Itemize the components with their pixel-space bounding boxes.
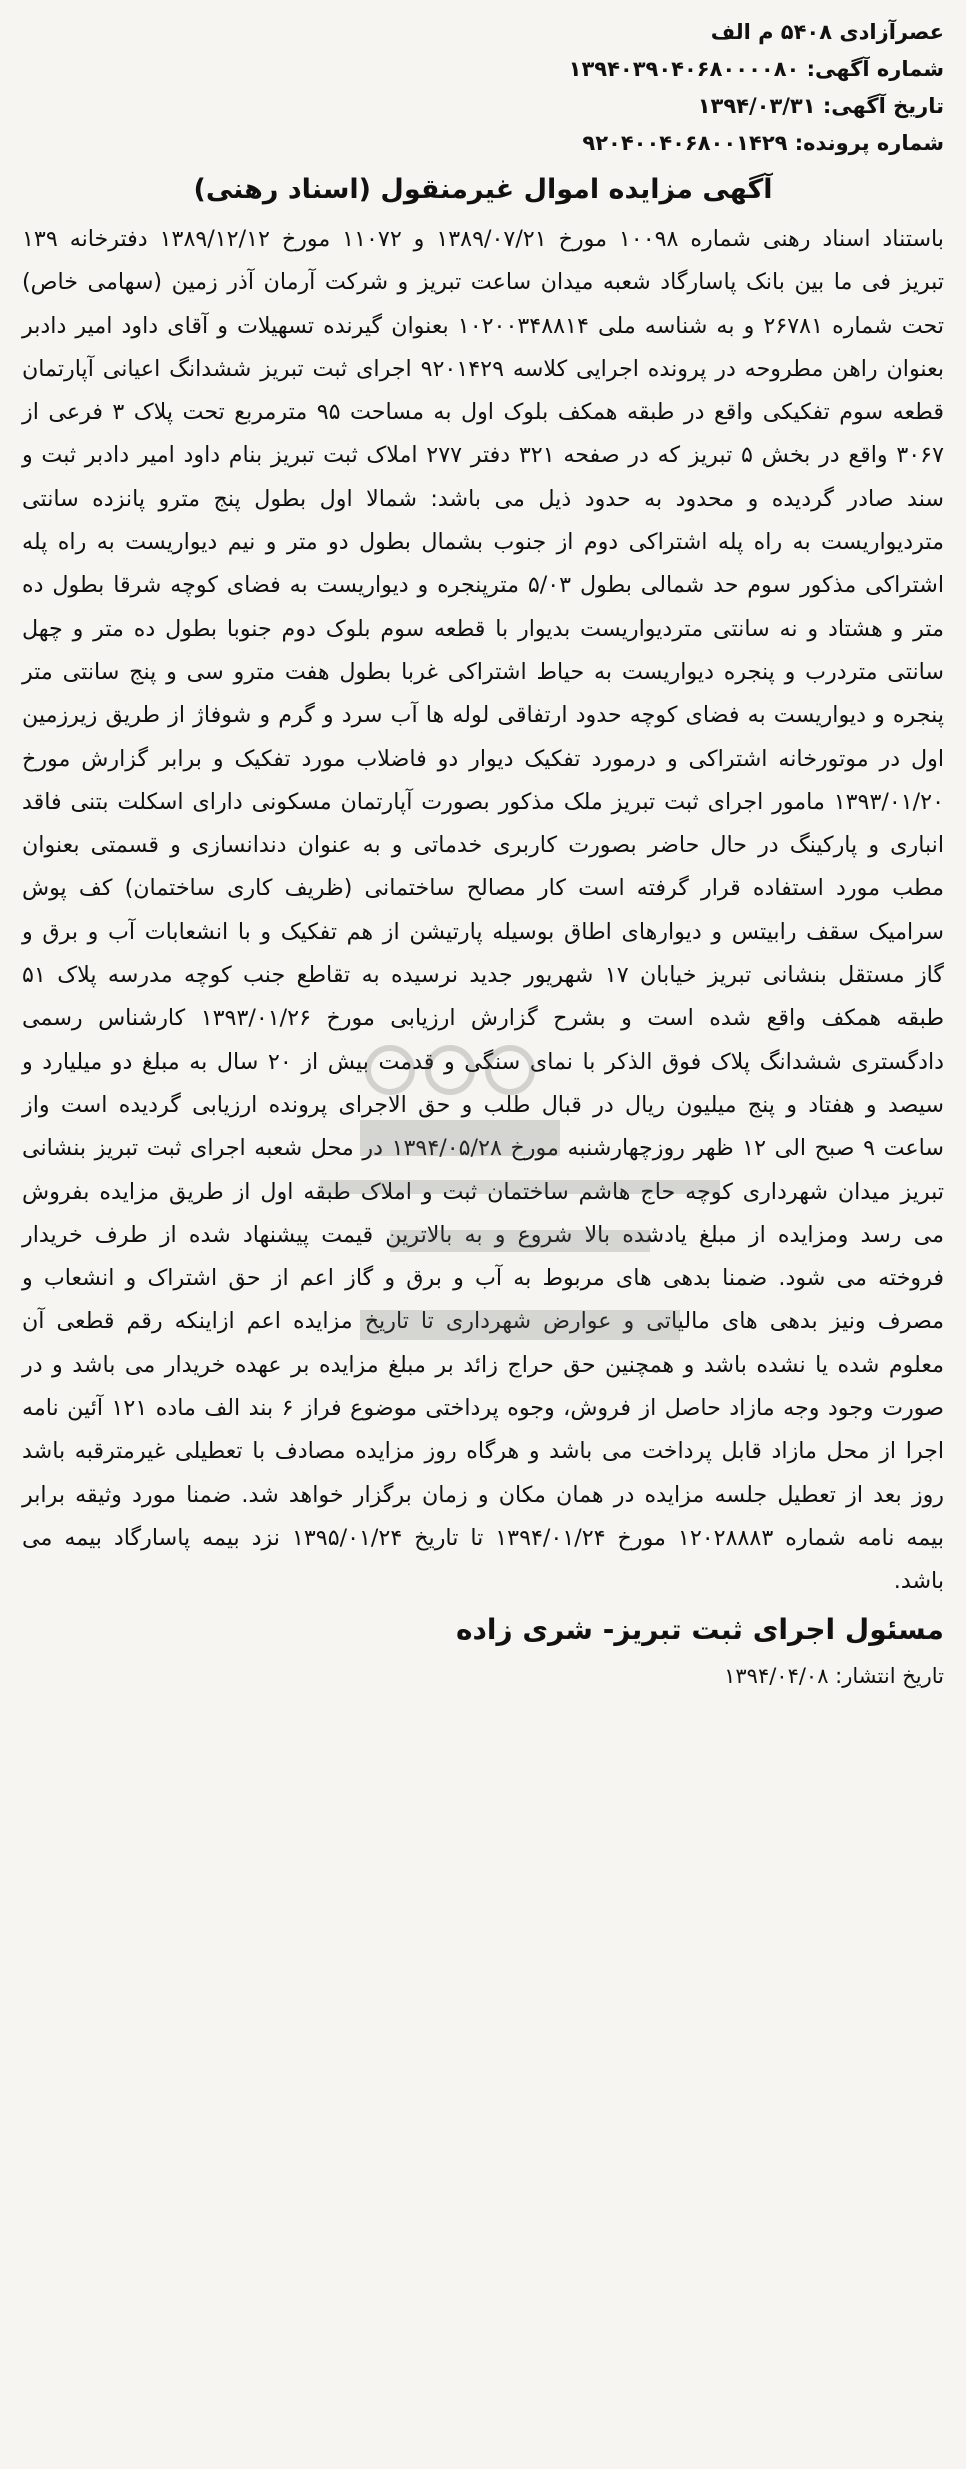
signature: مسئول اجرای ثبت تبریز- شری زاده	[455, 1612, 944, 1646]
notice-body: باستناد اسناد رهنی شماره ۱۰۰۹۸ مورخ ۱۳۸۹/۰۷/۲۱ و ۱۱۰۷۲ مورخ ۱۳۸۹/۱۲/۱۲ دفترخانه ۱۳۹ تبریز فی ما بین بانک پاسارگاد شعبه میدان ساعت تبریز و شرکت آرمان آذر زمین (سهامی خاص) تحت شماره ۲۶۷۸۱ و به شناسه ملی ۱۰۲۰۰۳۴۸۸۱۴ بعنوان گیرنده تسهیلات و آقای داود امیر دادبر بعنوان راهن مطروحه در پرونده اجرایی کلاسه ۹۲۰۱۴۲۹ اجرای ثبت تبریز ششدانگ اعیانی آپارتمان قطعه سوم تفکیکی واقع در طبقه همکف بلوک اول به مساحت ۹۵ مترمربع تحت پلاک ۳ فرعی از ۳۰۶۷ واقع در بخش ۵ تبریز که در صفحه ۳۲۱ دفتر ۲۷۷ املاک ثبت تبریز بنام داود امیر دادبر ثبت و سند صادر گردیده و محدود به حدود ذیل می باشد: شمالا اول بطول پنج مترو پانزده سانتی متردیواریست به راه پله اشتراکی دوم از جنوب بشمال بطول دو متر و نیم دیواریست به راه پله اشتراکی مذکور سوم حد شمالی بطول ۵/۰۳ مترپنجره و دیواریست به فضای کوچه شرقا بطول ده متر و هشتاد و نه سانتی متردیواریست بدیوار با قطعه سوم بلوک دوم جنوبا بطول ده متر و چهل سانتی متردرب و پنجره دیواریست به حیاط اشتراکی غربا بطول هفت مترو سی و پنج سانتی متر پنجره و دیواریست به فضای کوچه حدود ارتفاقی لوله ها آب سرد و گرم و شوفاژ از طریق زیرزمین اول در موتورخانه اشتراکی و درمورد تفکیک دیوار دو فاضلاب مورد تفکیک و برابر گزارش مورخ ۱۳۹۳/۰۱/۲۰ مامور اجرای ثبت تبریز ملک مذکور بصورت آپارتمان مسکونی دارای اسکلت بتنی فاقد انباری و پارکینگ در حال حاضر بصورت کاربری خدماتی و به عنوان دندانسازی و قسمتی بعنوان مطب مورد استفاده قرار گرفته است کار مصالح ساختمانی (ظریف کاری ساختمان) کف پوش سرامیک سقف رابیتس و دیوارهای اطاق بوسیله پارتیشن از هم تفکیک و با انشعابات آب و برق و گاز مستقل بنشانی تبریز خیابان ۱۷ شهریور جدید نرسیده به تقاطع جنب کوچه مدرسه پلاک ۵۱ طبقه همکف واقع شده است و بشرح گزارش ارزیابی مورخ ۱۳۹۳/۰۱/۲۶ کارشناس رسمی دادگستری ششدانگ پلاک فوق الذکر با نمای سنگی و قدمت بیش از ۲۰ سال به مبلغ دو میلیارد و سیصد و هفتاد و پنج میلیون ریال در قبال طلب و حق الاجرای پرونده ارزیابی گردیده است واز ساعت ۹ صبح الی ۱۲ ظهر روزچهارشنبه مورخ ۱۳۹۴/۰۵/۲۸ در محل شعبه اجرای ثبت تبریز بنشانی تبریز میدان شهرداری کوچه حاج هاشم ساختمان ثبت و املاک طبقه اول از طریق مزایده بفروش می رسد ومزایده از مبلغ یادشده بالا شروع و به بالاترین قیمت پیشنهاد شده از طرف خریدار فروخته می شود. ضمنا بدهی های مربوط به آب و برق و گاز اعم از حق اشتراک و انشعاب و مصرف ونیز بدهی های مالیاتی و عوارض شهرداری تا تاریخ مزایده اعم ازاینکه رقم قطعی آن معلوم شده یا نشده باشد و همچنین حق حراج زائد بر مبلغ مزایده بر عهده خریدار می باشد و در صورت وجود وجه مازاد حاصل از فروش، وجوه پرداختی موضوع فراز ۶ بند الف ماده ۱۲۱ آئین نامه اجرا از محل مازاد قابل پرداخت می باشد و هرگاه روز مزایده مصادف با تعطیلی غیرمترقبه باشد روز بعد از تعطیل جلسه مزایده در همان مکان و زمان برگزار خواهد شد. ضمنا مورد وثیقه برابر بیمه نامه شماره ۱۲۰۲۸۸۸۳ مورخ ۱۳۹۴/۰۱/۲۴ تا تاریخ ۱۳۹۵/۰۱/۲۴ نزد بیمه پاسارگاد بیمه می باشد.	[22, 226, 945, 1595]
ad-date: تاریخ آگهی: ۱۳۹۴/۰۳/۳۱	[697, 94, 944, 118]
newspaper-issue: عصرآزادی ۵۴۰۸ م الف	[710, 20, 944, 44]
notice-title: آگهی مزایده اموال غیرمنقول (اسناد رهنی)	[193, 174, 773, 205]
ad-number: شماره آگهی: ۱۳۹۴۰۳۹۰۴۰۶۸۰۰۰۰۸۰	[568, 57, 944, 81]
case-number: شماره پرونده: ۹۲۰۴۰۰۴۰۶۸۰۰۱۴۲۹	[582, 131, 944, 155]
publish-date: تاریخ انتشار: ۱۳۹۴/۰۴/۰۸	[724, 1663, 944, 1688]
